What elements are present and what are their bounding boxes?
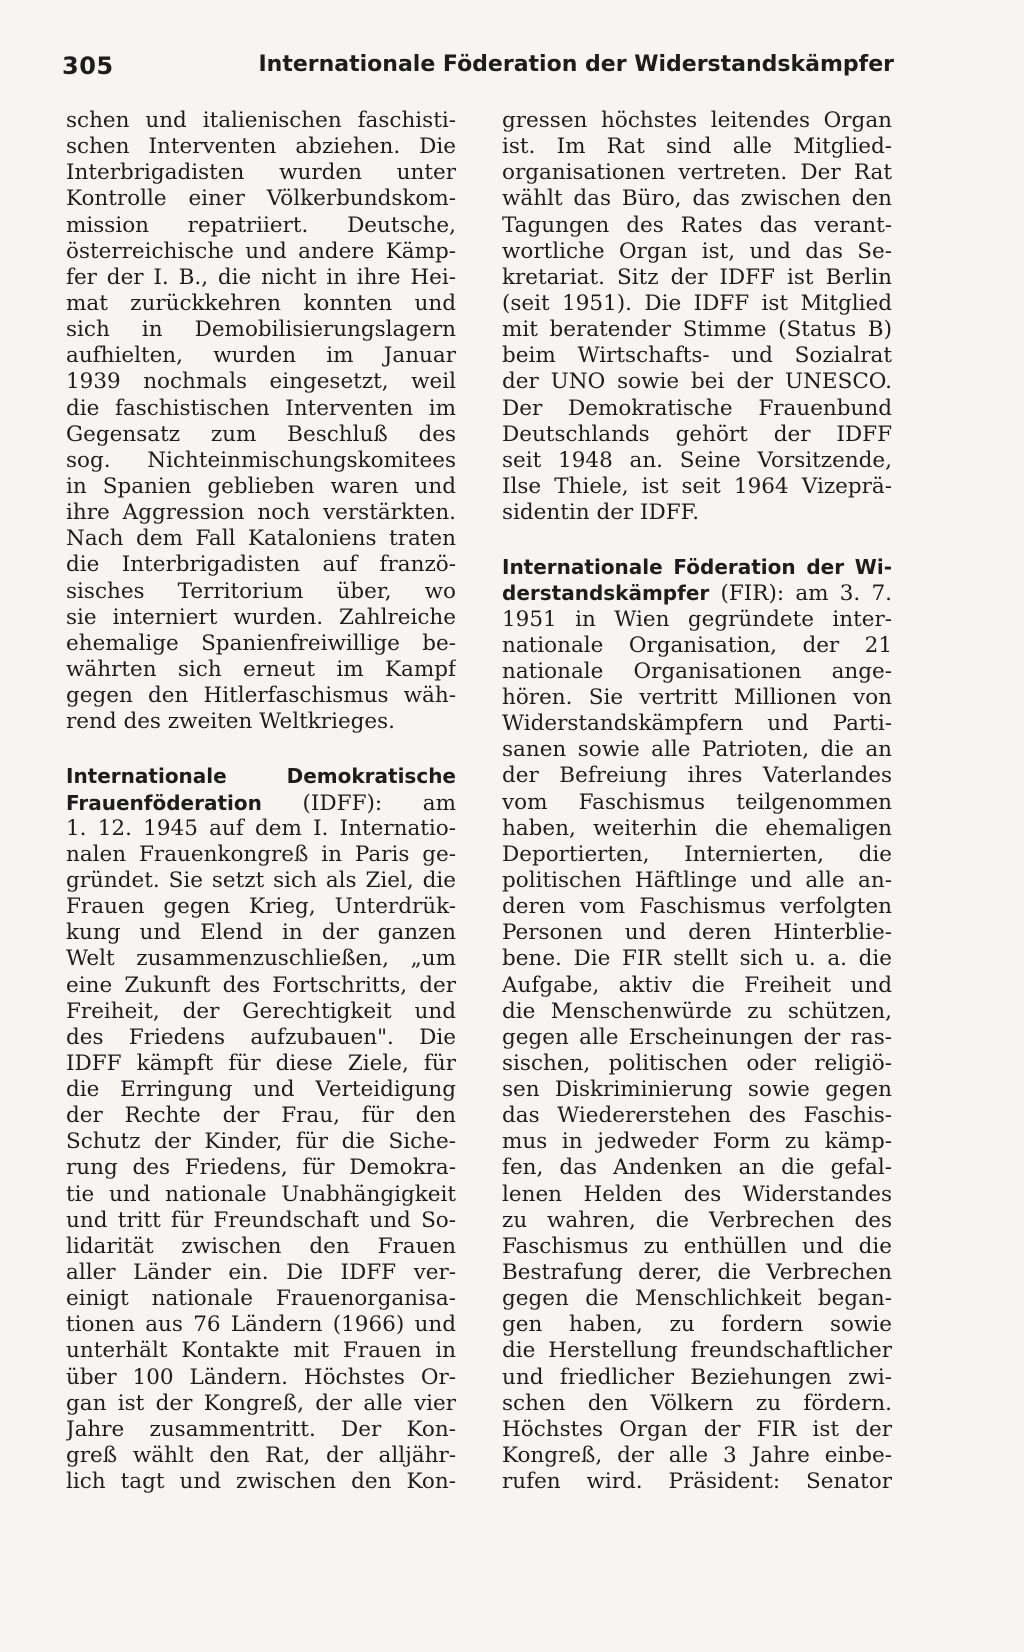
line-text: sisches Territorium über, wo	[66, 578, 456, 604]
line-text: fer der I. B., die nicht in ihre Hei-	[66, 264, 456, 290]
entry-headword: Internationale Demokratische	[66, 764, 456, 789]
line-text: lenen Helden des Widerstandes	[502, 1181, 892, 1207]
line-text: gan ist der Kongreß, der alle vier	[66, 1390, 456, 1416]
line-text: und tritt für Freundschaft und So-	[66, 1207, 456, 1233]
line-text: tie und nationale Unabhängigkeit	[66, 1181, 456, 1207]
text-line	[66, 999, 456, 1025]
line-text: nationale Organisation, der 21	[502, 632, 892, 658]
line-text: währten sich erneut im Kampf	[66, 656, 456, 682]
line-text: sog. Nichteinmischungskomitees	[66, 447, 456, 473]
line-text: Freiheit, der Gerechtigkeit und	[66, 998, 456, 1024]
text-line	[66, 213, 456, 239]
text-line	[66, 683, 456, 709]
line-text: der Rechte der Frau, für den	[66, 1103, 456, 1129]
line-text: schen und italienischen faschisti-	[66, 108, 456, 133]
text-line	[502, 1129, 892, 1155]
line-text: Höchstes Organ der FIR ist der	[502, 1416, 892, 1442]
entry-headword: Frauenföderation	[66, 790, 262, 815]
text-line	[66, 1391, 456, 1417]
line-text: über 100 Ländern. Höchstes Or-	[66, 1364, 456, 1390]
text-line	[502, 946, 892, 972]
line-text: gegen den Hitlerfaschismus wäh-	[66, 683, 456, 709]
text-line	[66, 1155, 456, 1181]
line-text: seit 1948 an. Seine Vorsitzende,	[502, 447, 892, 473]
running-head: Internationale Föderation der Widerstandskämpfer	[258, 52, 894, 77]
line-text: Tagungen des Rates das verant-	[502, 212, 892, 238]
line-text: Widerstandskämpfern und Parti-	[502, 711, 892, 737]
line-text: mus in jedweder Form zu kämp-	[502, 1129, 892, 1155]
line-text: 1951 in Wien gegründete inter-	[502, 606, 892, 632]
text-line	[66, 448, 456, 474]
line-text: sanen sowie alle Patrioten, die an	[502, 737, 892, 763]
text-line	[502, 317, 892, 343]
line-text: ehemalige Spanienfreiwillige be-	[66, 630, 456, 656]
line-text: nalen Frauenkongreß in Paris ge-	[66, 841, 456, 867]
text-line	[66, 1469, 456, 1495]
text-line	[502, 448, 892, 474]
text-line	[502, 711, 892, 737]
text-line	[66, 265, 456, 291]
text-line	[502, 842, 892, 868]
line-text: organisationen vertreten. Der Rat	[502, 160, 892, 186]
text-line	[66, 842, 456, 868]
line-text: politischen Häftlinge und alle an-	[502, 867, 892, 893]
line-text: Schutz der Kinder, für die Siche-	[66, 1129, 456, 1155]
line-text: Kontrolle einer Völkerbundskom-	[66, 186, 456, 212]
line-text: haben, weiterhin die ehemaligen	[502, 815, 892, 841]
text-line	[502, 737, 892, 763]
page-number: 305	[62, 52, 114, 80]
line-text: eine Zukunft des Fortschritts, der	[66, 972, 456, 998]
text-line	[502, 659, 892, 685]
text-line	[502, 291, 892, 317]
text-line	[66, 973, 456, 999]
line-text: Deportierten, Internierten, die	[502, 841, 892, 867]
text-line	[66, 422, 456, 448]
paragraph-gap	[66, 735, 456, 763]
line-text: Faschismus zu enthüllen und die	[502, 1233, 892, 1259]
text-line	[502, 474, 892, 500]
text-line	[502, 1312, 892, 1338]
text-line	[66, 631, 456, 657]
text-line	[66, 1051, 456, 1077]
text-line	[66, 579, 456, 605]
line-text: gen haben, zu fordern sowie	[502, 1312, 892, 1338]
text-line	[66, 1312, 456, 1338]
line-text: IDFF kämpft für diese Ziele, für	[66, 1050, 456, 1076]
text-line	[502, 1365, 892, 1391]
line-text: und friedlicher Beziehungen zwi-	[502, 1364, 892, 1390]
paragraph-gap	[502, 526, 892, 554]
entry-heading-line	[502, 554, 892, 580]
text-line	[66, 1077, 456, 1103]
line-text: lich tagt und zwischen den Kon-	[66, 1469, 456, 1495]
line-text: aufhielten, wurden im Januar	[66, 343, 456, 369]
text-line	[66, 1260, 456, 1286]
text-line	[502, 816, 892, 842]
line-text: nationale Organisationen ange-	[502, 658, 892, 684]
text-line	[502, 894, 892, 920]
entry-heading-line	[66, 790, 456, 816]
text-line	[66, 920, 456, 946]
text-line	[66, 186, 456, 212]
line-text: Aufgabe, aktiv die Freiheit und	[502, 972, 892, 998]
line-text: österreichische und andere Kämp-	[66, 238, 456, 264]
text-line	[66, 500, 456, 526]
text-line	[66, 657, 456, 683]
text-line	[66, 894, 456, 920]
text-line	[66, 1208, 456, 1234]
line-text: bene. Die FIR stellt sich u. a. die	[502, 946, 892, 972]
line-text: tionen aus 76 Ländern (1966) und	[66, 1312, 456, 1338]
text-line	[66, 343, 456, 369]
line-text: gründet. Sie setzt sich als Ziel, die	[66, 867, 456, 893]
text-line	[502, 633, 892, 659]
line-text: Deutschlands gehört der IDFF	[502, 421, 892, 447]
text-line	[502, 685, 892, 711]
text-line	[502, 920, 892, 946]
line-text: einigt nationale Frauenorganisa-	[66, 1286, 456, 1312]
line-text: sen Diskriminierung sowie gegen	[502, 1077, 892, 1103]
line-text: deren vom Faschismus verfolgten	[502, 894, 892, 920]
text-line	[66, 526, 456, 552]
line-text: hören. Sie vertritt Millionen von	[502, 684, 892, 710]
line-text: rend des zweiten Weltkrieges.	[66, 709, 396, 735]
text-line	[502, 108, 892, 134]
text-line	[502, 500, 892, 526]
line-text: sie interniert wurden. Zahlreiche	[66, 604, 456, 630]
line-text: die faschistischen Interventen im	[66, 395, 456, 421]
text-line	[66, 134, 456, 160]
line-text: der UNO sowie bei der UNESCO.	[502, 369, 892, 395]
line-text: beim Wirtschafts- und Sozialrat	[502, 343, 892, 369]
text-line	[66, 239, 456, 265]
text-line	[502, 186, 892, 212]
line-text: unterhält Kontakte mit Frauen in	[66, 1338, 456, 1364]
line-text: Ilse Thiele, ist seit 1964 Vizeprä-	[502, 473, 892, 499]
text-line	[66, 369, 456, 395]
line-text: des Friedens aufzubauen". Die	[66, 1024, 456, 1050]
text-line	[66, 317, 456, 343]
line-text: greß wählt den Rat, der alljähr-	[66, 1443, 456, 1469]
text-line	[66, 396, 456, 422]
text-line	[66, 1182, 456, 1208]
text-line	[502, 973, 892, 999]
text-line	[66, 868, 456, 894]
text-line	[66, 291, 456, 317]
text-line	[66, 709, 456, 735]
text-line	[502, 1443, 892, 1469]
line-text: 1939 nochmals eingesetzt, weil	[66, 369, 456, 395]
line-text: lidarität zwischen den Frauen	[66, 1233, 456, 1259]
page-header	[62, 46, 894, 90]
line-text: zu wahren, die Verbrechen des	[502, 1207, 892, 1233]
text-line	[502, 1208, 892, 1234]
text-line	[502, 1469, 892, 1495]
text-line	[502, 1234, 892, 1260]
text-line	[66, 1338, 456, 1364]
text-line	[502, 343, 892, 369]
text-line	[502, 369, 892, 395]
line-text: die Interbrigadisten auf franzö-	[66, 552, 456, 578]
text-line	[66, 1365, 456, 1391]
line-text: gressen höchstes leitendes Organ	[502, 108, 892, 133]
text-line	[502, 607, 892, 633]
text-line	[502, 1391, 892, 1417]
text-line	[66, 1417, 456, 1443]
text-line	[502, 790, 892, 816]
line-text: (FIR): am 3. 7.	[709, 581, 892, 607]
line-text: die Menschenwürde zu schützen,	[502, 998, 892, 1024]
line-text: schen Interventen abziehen. Die	[66, 134, 456, 160]
line-text: Kongreß, der alle 3 Jahre einbe-	[502, 1443, 892, 1469]
text-line	[502, 763, 892, 789]
entry-heading-line	[66, 763, 456, 789]
line-text: gegen alle Erscheinungen der ras-	[502, 1024, 892, 1050]
line-text: Nach dem Fall Kataloniens traten	[66, 526, 456, 552]
entry-heading-line	[502, 580, 892, 606]
text-line	[502, 396, 892, 422]
line-text: vom Faschismus teilgenommen	[502, 789, 892, 815]
line-text: in Spanien geblieben waren und	[66, 473, 456, 499]
right-column	[502, 108, 892, 1495]
line-text: Der Demokratische Frauenbund	[502, 395, 892, 421]
line-text: rufen wird. Präsident: Senator	[502, 1469, 892, 1495]
line-text: Welt zusammenzuschließen, „um	[66, 946, 456, 972]
entry-headword: Internationale Föderation der Wi-	[502, 555, 892, 580]
line-text: aller Länder ein. Die IDFF ver-	[66, 1260, 456, 1286]
line-text: gegen die Menschlichkeit began-	[502, 1286, 892, 1312]
text-line	[502, 1155, 892, 1181]
text-line	[66, 1129, 456, 1155]
line-text: das Wiedererstehen des Faschis-	[502, 1103, 892, 1129]
line-text: Jahre zusammentritt. Der Kon-	[66, 1416, 456, 1442]
line-text: Frauen gegen Krieg, Unterdrük-	[66, 894, 456, 920]
text-line	[502, 999, 892, 1025]
line-text: rung des Friedens, für Demokra-	[66, 1155, 456, 1181]
text-line	[502, 1025, 892, 1051]
text-line	[66, 474, 456, 500]
line-text: ihre Aggression noch verstärkten.	[66, 500, 456, 526]
text-line	[66, 1286, 456, 1312]
text-line	[502, 213, 892, 239]
text-line	[66, 108, 456, 134]
text-line	[502, 1286, 892, 1312]
text-line	[502, 422, 892, 448]
text-line	[66, 1234, 456, 1260]
line-text: sich in Demobilisierungslagern	[66, 317, 456, 343]
line-text: sischen, politischen oder religiö-	[502, 1050, 892, 1076]
left-column	[66, 108, 456, 1495]
line-text: der Befreiung ihres Vaterlandes	[502, 763, 892, 789]
line-text: Personen und deren Hinterblie-	[502, 920, 892, 946]
text-line	[66, 1443, 456, 1469]
text-line	[66, 1025, 456, 1051]
text-line	[66, 552, 456, 578]
line-text: (IDFF): am	[261, 790, 456, 816]
line-text: Gegensatz zum Beschluß des	[66, 421, 456, 447]
line-text: wählt das Büro, das zwischen den	[502, 186, 892, 212]
line-text: fen, das Andenken an die gefal-	[502, 1155, 892, 1181]
line-text: sidentin der IDFF.	[502, 500, 700, 526]
text-line	[66, 605, 456, 631]
text-line	[66, 946, 456, 972]
line-text: mission repatriiert. Deutsche,	[66, 212, 456, 238]
text-line	[502, 1182, 892, 1208]
line-text: kung und Elend in der ganzen	[66, 920, 456, 946]
line-text: ist. Im Rat sind alle Mitglied-	[502, 134, 892, 160]
text-line	[66, 1103, 456, 1129]
line-text: Interbrigadisten wurden unter	[66, 160, 456, 186]
text-line	[66, 160, 456, 186]
text-line	[502, 134, 892, 160]
text-line	[502, 1077, 892, 1103]
text-line	[502, 1051, 892, 1077]
text-line	[502, 868, 892, 894]
entry-headword: derstandskämpfer	[502, 581, 710, 606]
text-line	[502, 1338, 892, 1364]
text-line	[502, 239, 892, 265]
line-text: Bestrafung derer, die Verbrechen	[502, 1260, 892, 1286]
line-text: mat zurückkehren konnten und	[66, 290, 456, 316]
line-text: 1. 12. 1945 auf dem I. Internatio-	[66, 815, 456, 841]
text-line	[502, 1417, 892, 1443]
text-line	[502, 1103, 892, 1129]
text-line	[502, 265, 892, 291]
line-text: (seit 1951). Die IDFF ist Mitglied	[502, 290, 892, 316]
line-text: schen den Völkern zu fördern.	[502, 1390, 892, 1416]
text-line	[502, 1260, 892, 1286]
text-line	[66, 816, 456, 842]
line-text: die Herstellung freundschaftlicher	[502, 1338, 892, 1364]
line-text: mit beratender Stimme (Status B)	[502, 317, 892, 343]
text-line	[502, 160, 892, 186]
line-text: die Erringung und Verteidigung	[66, 1077, 456, 1103]
line-text: kretariat. Sitz der IDFF ist Berlin	[502, 264, 892, 290]
line-text: wortliche Organ ist, und das Se-	[502, 238, 892, 264]
